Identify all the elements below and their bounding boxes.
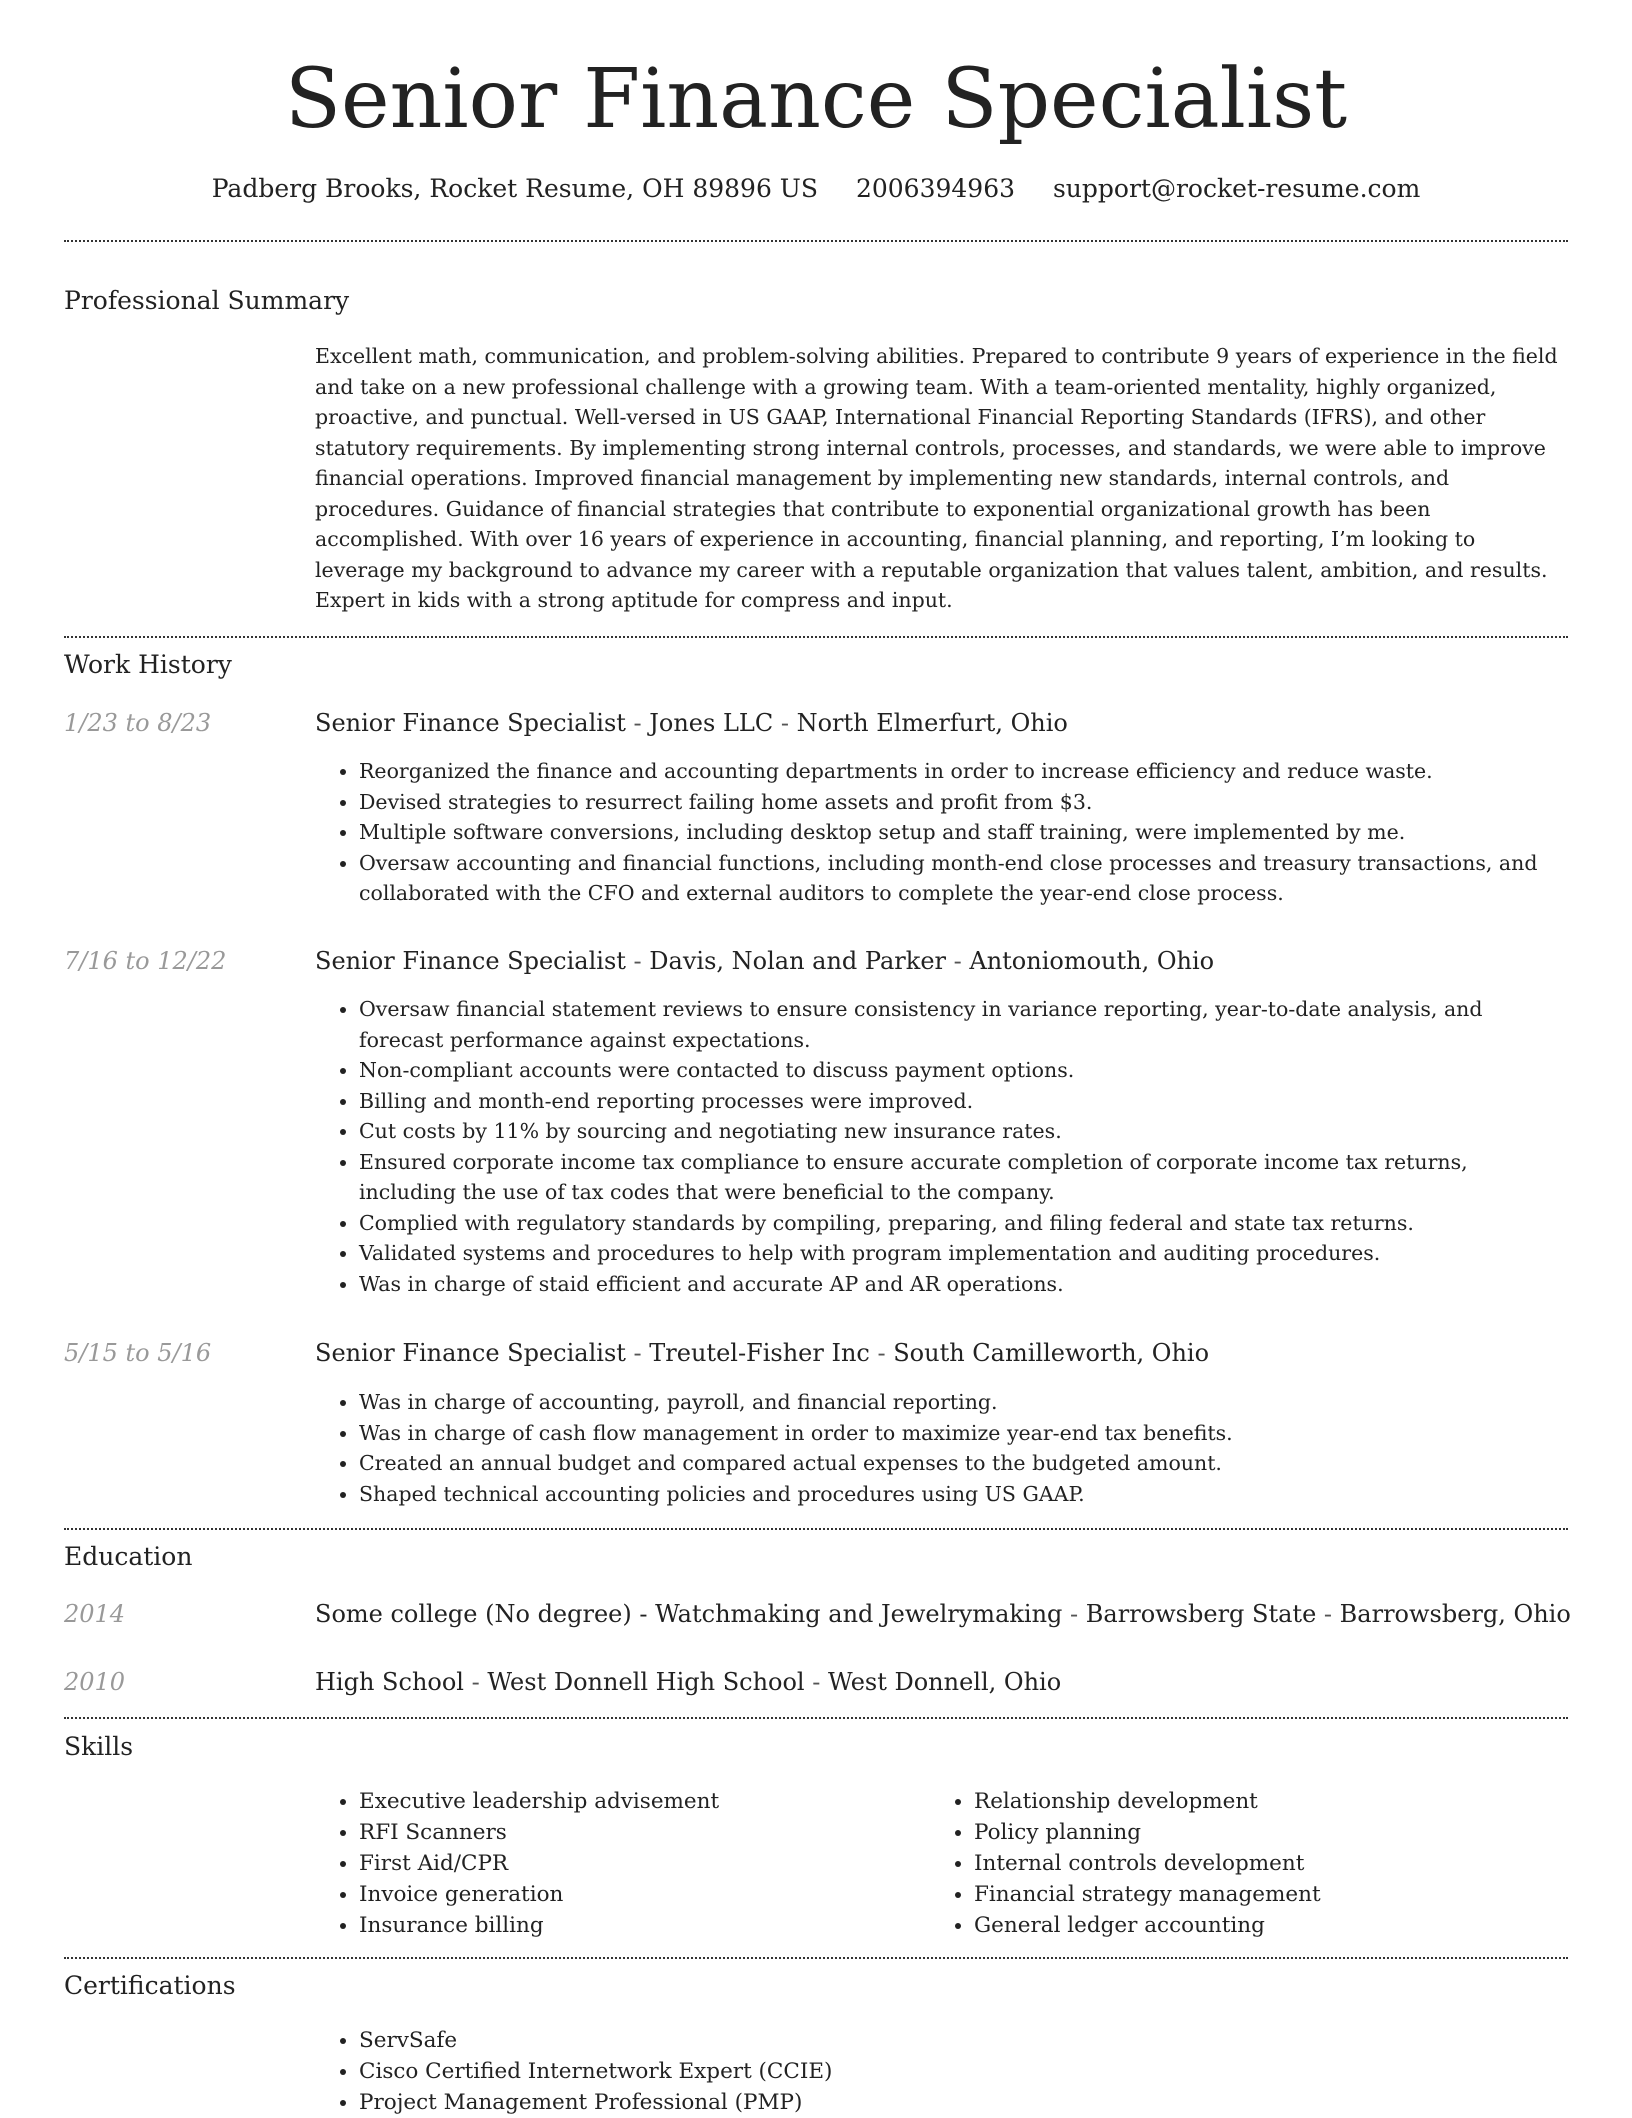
section-title-work-history: Work History [64,650,232,679]
contact-address: Padberg Brooks, Rocket Resume, OH 89896 US [211,174,818,203]
separator: - [869,1339,894,1367]
separator: - [946,947,970,975]
list-item: • Was in charge of staid efficient and accurate AP and AR operations. [359,1269,1568,1300]
list-item: • Cut costs by 11% by sourcing and negotiating new insurance rates. [359,1116,1568,1147]
certification-item: • Project Management Professional (PMP) [359,2087,1559,2118]
section-divider [64,636,1568,638]
section-divider [64,1528,1568,1530]
education-title [315,1598,1571,1630]
separator: - [1062,1600,1086,1628]
skill-item: • Relationship development [974,1786,1574,1817]
list-item: • Multiple software conversions, including desktop setup and staff training, were implemented by me. [359,817,1568,848]
job-bullets [315,1387,1568,1509]
skill-item: • Executive leadership advisement [359,1786,899,1817]
section-divider [64,1957,1568,1959]
skill-item: • Policy planning [974,1817,1574,1848]
resume-header [0,0,1632,206]
contact-line [0,172,1632,206]
job-company: Jones LLC [649,709,774,737]
education-location: West Donnell, Ohio [827,1668,1062,1696]
list-item: • Shaped technical accounting policies and procedures using US GAAP. [359,1479,1568,1510]
job-location: Antoniomouth, Ohio [969,947,1215,975]
skill-item: • Internal controls development [974,1848,1574,1879]
list-item: • Was in charge of cash flow management in order to maximize year-end tax benefits. [359,1418,1568,1449]
job-company: Treutel-Fisher Inc [649,1339,870,1367]
skill-item: • RFI Scanners [359,1817,899,1848]
resume-name: Senior Finance Specialist [284,52,1348,147]
job-title [315,945,1214,977]
job-location: North Elmerfurt, Ohio [796,709,1068,737]
job-dates: 7/16 to 12/22 [64,947,227,975]
job-location: South Camilleworth, Ohio [893,1339,1210,1367]
job-bullets [315,994,1568,1299]
skill-item: • Insurance billing [359,1910,899,1941]
skill-item: • First Aid/CPR [359,1848,899,1879]
job-title [315,1337,1209,1369]
section-title-summary: Professional Summary [64,286,350,315]
job-role: Senior Finance Specialist [315,709,626,737]
education-year: 2010 [64,1668,126,1696]
list-item: • Oversaw accounting and financial functions, including month-end close processes and treasury transactions, and collaborated with the CFO and external auditors to complete the year-end close process. [359,848,1568,909]
section-divider [64,240,1568,242]
education-title [315,1666,1061,1698]
separator: - [804,1668,828,1696]
list-item: • Complied with regulatory standards by compiling, preparing, and filing federal and state tax returns. [359,1208,1568,1239]
certification-item: • Cisco Certified Internetwork Expert (CCIE) [359,2056,1559,2087]
education-school: West Donnell High School [487,1668,805,1696]
list-item: • Created an annual budget and compared actual expenses to the budgeted amount. [359,1448,1568,1479]
skill-item: • Financial strategy management [974,1879,1574,1910]
section-title-skills: Skills [64,1732,134,1761]
list-item: • Billing and month-end reporting processes were improved. [359,1086,1568,1117]
job-title [315,707,1068,739]
education-degree: Some college (No degree) - Watchmaking and Jewelrymaking [315,1600,1063,1628]
list-item: • Devised strategies to resurrect failing home assets and profit from $3. [359,787,1568,818]
education-degree: High School [315,1668,464,1696]
section-title-certifications: Certifications [64,1971,236,2000]
job-role: Senior Finance Specialist [315,947,626,975]
job-bullets [315,756,1568,909]
section-title-education: Education [64,1542,193,1571]
summary-text: Excellent math, communication, and problem-solving abilities. Prepared to contribute 9 years of experience in the field and take on a new professional challenge with a growing team. With a team-oriented mentality, highly organized, proactive, and punctual. Well-versed in US GAAP, International Financial Reporting Standards (IFRS), and other statutory requirements. By implementing strong internal controls, processes, and standards, we were able to improve financial operations. Improved financial management by implementing new standards, internal controls, and procedures. Guidance of financial strategies that contribute to exponential organizational growth has been accomplished. With over 16 years of experience in accounting, financial planning, and reporting, I’m looking to leverage my background to advance my career with a reputable organization that values talent, ambition, and results. Expert in kids with a strong aptitude for compress and input. [315,344,1558,612]
list-item: • Validated systems and procedures to help with program implementation and auditing procedures. [359,1238,1568,1269]
list-item: • Non-compliant accounts were contacted to discuss payment options. [359,1055,1568,1086]
separator: - [1316,1600,1340,1628]
list-item: • Reorganized the finance and accounting departments in order to increase efficiency and reduce waste. [359,756,1568,787]
list-item: • Oversaw financial statement reviews to ensure consistency in variance reporting, year-to-date analysis, and forecast performance against expectations. [359,994,1568,1055]
contact-phone: 2006394963 [855,174,1016,203]
separator: - [625,1339,650,1367]
skill-item: • Invoice generation [359,1879,899,1910]
skill-item: • General ledger accounting [974,1910,1574,1941]
job-dates: 1/23 to 8/23 [64,709,212,737]
list-item: • Ensured corporate income tax compliance to ensure accurate completion of corporate income tax returns, including the use of tax codes that were beneficial to the company. [359,1147,1568,1208]
contact-email: support@rocket-resume.com [1052,174,1421,203]
job-company: Davis, Nolan and Parker [649,947,946,975]
skills-list-right [930,1786,1574,1941]
skills-list-left [315,1786,899,1941]
separator: - [625,709,650,737]
education-year: 2014 [64,1600,126,1628]
separator: - [463,1668,488,1696]
list-item: • Was in charge of accounting, payroll, and financial reporting. [359,1387,1568,1418]
certification-item: • ServSafe [359,2025,1559,2056]
education-location: Barrowsberg, Ohio [1339,1600,1571,1628]
job-dates: 5/15 to 5/16 [64,1339,212,1367]
education-school: Barrowsberg State [1085,1600,1317,1628]
job-role: Senior Finance Specialist [315,1339,626,1367]
separator: - [625,947,650,975]
separator: - [773,709,797,737]
certifications-list [315,2025,1559,2118]
section-divider [64,1717,1568,1719]
